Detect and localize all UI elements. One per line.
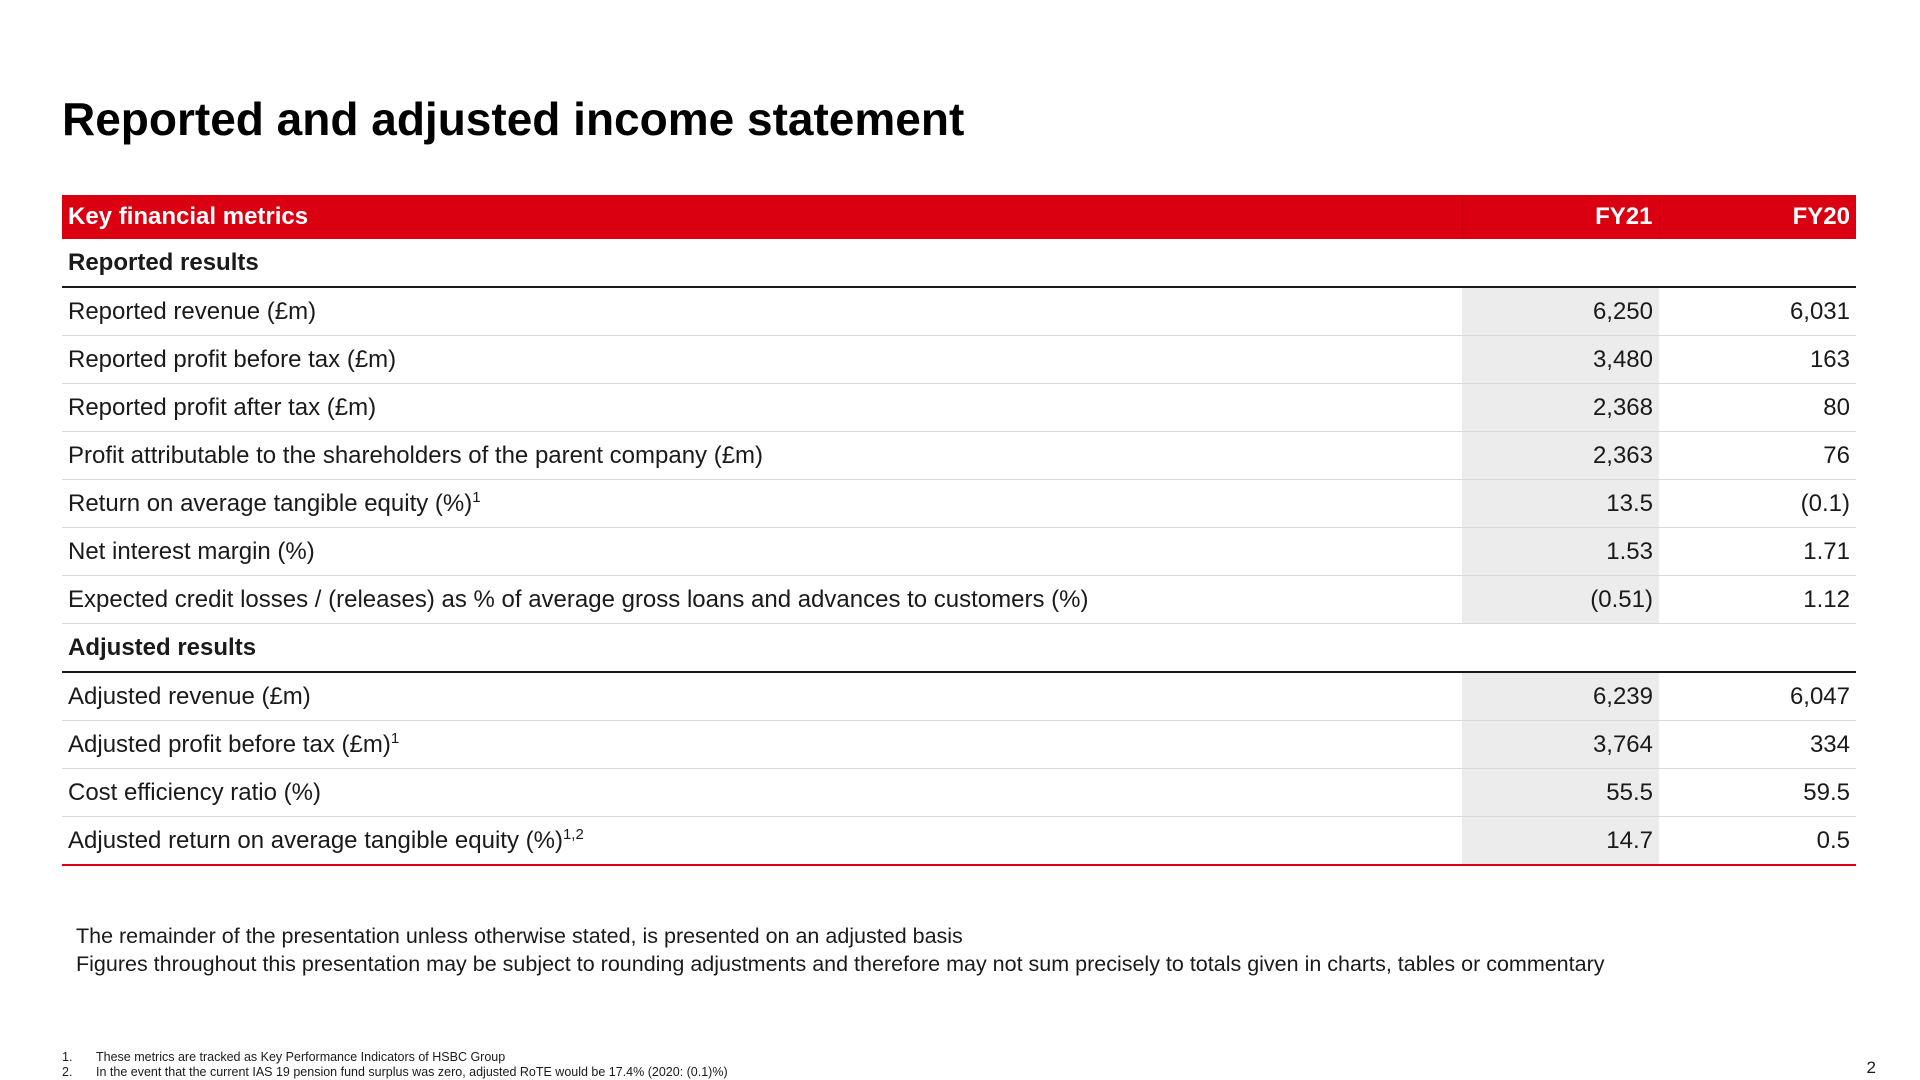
table-row bbox=[62, 336, 1856, 384]
footnote-text: In the event that the current IAS 19 pension fund surplus was zero, adjusted RoTE would be 17.4% (2020: (0.1)%) bbox=[96, 1065, 728, 1079]
metric-label-text: Adjusted profit before tax (£m) bbox=[68, 730, 391, 758]
table-row bbox=[62, 817, 1856, 866]
metric-label-text: Expected credit losses / (releases) as % of average gross loans and advances to customers (%) bbox=[68, 585, 1089, 613]
presentation-notes bbox=[76, 922, 1604, 978]
footnote-1 bbox=[62, 1050, 728, 1065]
metric-label bbox=[62, 480, 1462, 528]
table-row bbox=[62, 576, 1856, 624]
section-header-row bbox=[62, 624, 1856, 673]
metric-label bbox=[62, 672, 1462, 721]
footnote-reference: 1,2 bbox=[562, 825, 584, 843]
table-row bbox=[62, 721, 1856, 769]
value-fy20: (0.1) bbox=[1659, 480, 1856, 528]
note-adjusted-basis: The remainder of the presentation unless otherwise stated, is presented on an adjusted basis bbox=[76, 924, 963, 948]
metric-label-text: Reported profit before tax (£m) bbox=[68, 345, 397, 373]
header-label: Key financial metrics bbox=[62, 195, 1462, 239]
table-header-row bbox=[62, 195, 1856, 239]
value-fy21: 13.5 bbox=[1462, 480, 1659, 528]
footnote-number: 2. bbox=[62, 1065, 73, 1079]
metric-label-text: Adjusted revenue (£m) bbox=[68, 682, 311, 710]
note-rounding: Figures throughout this presentation may be subject to rounding adjustments and therefore may not sum precisely to totals given in charts, tables or commentary bbox=[76, 952, 1605, 976]
header-fy20: FY20 bbox=[1659, 195, 1856, 239]
value-fy21: 2,363 bbox=[1462, 432, 1659, 480]
metric-label bbox=[62, 817, 1462, 866]
value-fy21: 6,250 bbox=[1462, 287, 1659, 336]
header-fy21: FY21 bbox=[1462, 195, 1659, 239]
metric-label bbox=[62, 384, 1462, 432]
metric-label-text: Profit attributable to the shareholders of the parent company (£m) bbox=[68, 441, 764, 469]
value-fy20: 0.5 bbox=[1659, 817, 1856, 866]
metric-label-text: Adjusted return on average tangible equity (%) bbox=[68, 826, 563, 854]
metric-label-text: Reported profit after tax (£m) bbox=[68, 393, 377, 421]
value-fy21: 3,764 bbox=[1462, 721, 1659, 769]
footnote-2 bbox=[62, 1065, 728, 1080]
metric-label-text: Return on average tangible equity (%) bbox=[68, 489, 473, 517]
table-row bbox=[62, 384, 1856, 432]
value-fy21: 2,368 bbox=[1462, 384, 1659, 432]
value-fy20: 1.12 bbox=[1659, 576, 1856, 624]
footnote-number: 1. bbox=[62, 1050, 73, 1064]
table-row bbox=[62, 432, 1856, 480]
value-fy21: 6,239 bbox=[1462, 672, 1659, 721]
metric-label-text: Cost efficiency ratio (%) bbox=[68, 778, 321, 806]
table-row bbox=[62, 672, 1856, 721]
section-title: Reported results bbox=[62, 239, 1856, 287]
value-fy20: 334 bbox=[1659, 721, 1856, 769]
value-fy20: 76 bbox=[1659, 432, 1856, 480]
value-fy20: 59.5 bbox=[1659, 769, 1856, 817]
footnote-reference: 1 bbox=[472, 488, 481, 506]
value-fy21: (0.51) bbox=[1462, 576, 1659, 624]
metric-label bbox=[62, 336, 1462, 384]
metric-label bbox=[62, 576, 1462, 624]
metric-label-text: Net interest margin (%) bbox=[68, 537, 315, 565]
value-fy20: 6,031 bbox=[1659, 287, 1856, 336]
table-body bbox=[62, 239, 1856, 865]
metric-label bbox=[62, 769, 1462, 817]
table-row bbox=[62, 480, 1856, 528]
table-row bbox=[62, 287, 1856, 336]
value-fy21: 14.7 bbox=[1462, 817, 1659, 866]
page-title: Reported and adjusted income statement bbox=[62, 93, 965, 145]
table-row bbox=[62, 528, 1856, 576]
footnote-reference: 1 bbox=[390, 729, 400, 747]
table-row bbox=[62, 769, 1856, 817]
page-number: 2 bbox=[1866, 1058, 1876, 1077]
metric-label bbox=[62, 432, 1462, 480]
section-title: Adjusted results bbox=[62, 624, 1856, 673]
footnote-text: These metrics are tracked as Key Performance Indicators of HSBC Group bbox=[96, 1050, 506, 1064]
key-financial-metrics-table bbox=[62, 195, 1856, 866]
metric-label-text: Reported revenue (£m) bbox=[68, 297, 317, 325]
metric-label bbox=[62, 528, 1462, 576]
value-fy20: 163 bbox=[1659, 336, 1856, 384]
value-fy21: 1.53 bbox=[1462, 528, 1659, 576]
metric-label bbox=[62, 721, 1462, 769]
metric-label bbox=[62, 287, 1462, 336]
footnotes bbox=[62, 1050, 728, 1080]
value-fy21: 3,480 bbox=[1462, 336, 1659, 384]
value-fy21: 55.5 bbox=[1462, 769, 1659, 817]
section-header-row bbox=[62, 239, 1856, 287]
value-fy20: 1.71 bbox=[1659, 528, 1856, 576]
value-fy20: 80 bbox=[1659, 384, 1856, 432]
value-fy20: 6,047 bbox=[1659, 672, 1856, 721]
